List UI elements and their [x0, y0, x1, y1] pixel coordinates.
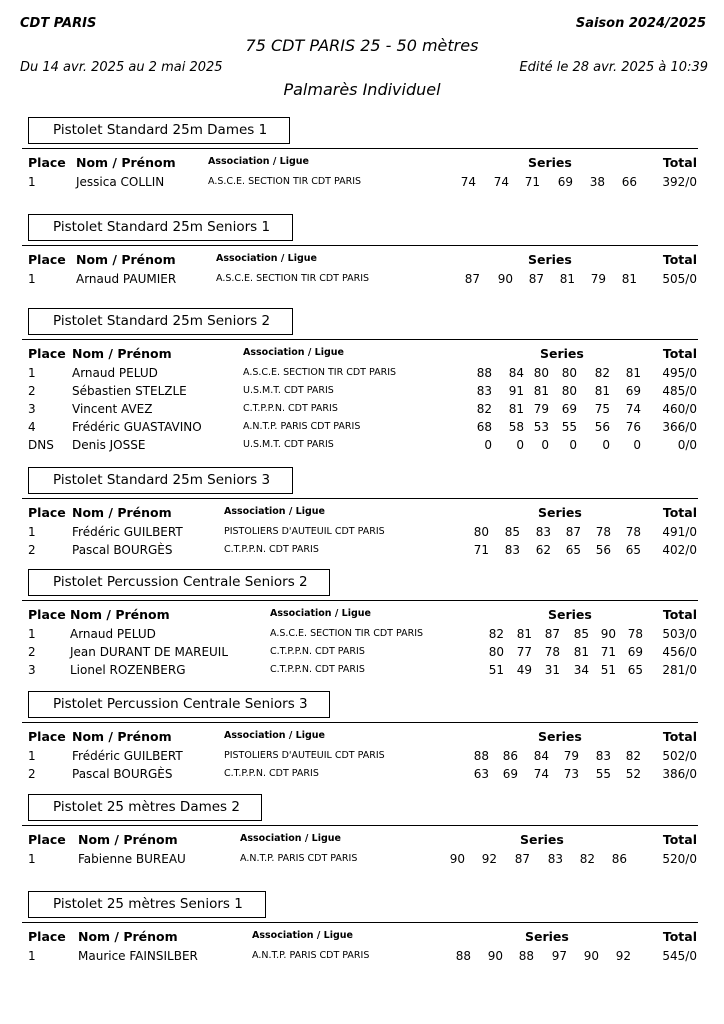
table-row [0, 627, 724, 645]
col-header-name: Nom / Prénom [72, 729, 172, 744]
series-score: 78 [595, 525, 611, 539]
series-score: 0 [541, 438, 549, 452]
table-row [0, 272, 724, 290]
shooter-name: Sébastien STELZLE [72, 384, 187, 398]
shooter-name: Maurice FAINSILBER [78, 949, 198, 963]
total-score: 402/0 [662, 543, 697, 557]
total-score: 386/0 [662, 767, 697, 781]
col-header-place: Place [28, 155, 66, 170]
club-name: U.S.M.T. CDT PARIS [243, 439, 334, 450]
series-score: 75 [594, 402, 610, 416]
event-title: Pistolet Standard 25m Seniors 2 [28, 308, 293, 335]
club-name: A.N.T.P. PARIS CDT PARIS [252, 950, 370, 961]
series-score: 77 [516, 645, 532, 659]
series-score: 0 [569, 438, 577, 452]
series-score: 71 [600, 645, 616, 659]
col-header-place: Place [28, 729, 66, 744]
series-score: 80 [561, 366, 577, 380]
section-divider [22, 245, 698, 246]
rank: 2 [28, 767, 36, 781]
col-header-name: Nom / Prénom [76, 252, 176, 267]
shooter-name: Arnaud PAUMIER [76, 272, 177, 286]
table-row [0, 525, 724, 543]
series-score: 90 [583, 949, 599, 963]
series-score: 74 [533, 767, 549, 781]
series-score: 49 [516, 663, 532, 677]
rank: DNS [28, 438, 54, 452]
rank: 1 [28, 525, 36, 539]
col-header-series: Series [528, 252, 572, 267]
date-range: Du 14 avr. 2025 au 2 mai 2025 [20, 60, 223, 75]
col-header-place: Place [28, 346, 66, 361]
series-score: 81 [516, 627, 532, 641]
total-score: 0/0 [677, 438, 697, 452]
series-score: 58 [508, 420, 524, 434]
series-score: 83 [547, 852, 563, 866]
edition-date: Edité le 28 avr. 2025 à 10:39 [519, 60, 708, 75]
club-name: A.S.C.E. SECTION TIR CDT PARIS [270, 628, 424, 639]
series-score: 74 [460, 175, 476, 189]
series-score: 88 [455, 949, 471, 963]
event-title: Pistolet 25 mètres Dames 2 [28, 794, 262, 821]
series-score: 65 [627, 663, 643, 677]
series-score: 0 [516, 438, 524, 452]
event-title: Pistolet Percussion Centrale Seniors 3 [28, 691, 330, 718]
col-header-name: Nom / Prénom [72, 505, 172, 520]
club-name: A.N.T.P. PARIS CDT PARIS [240, 853, 358, 864]
series-score: 83 [476, 384, 492, 398]
col-header-total: Total [662, 252, 697, 267]
shooter-name: Arnaud PELUD [72, 366, 158, 380]
table-row [0, 420, 724, 438]
club-name: U.S.M.T. CDT PARIS [243, 385, 334, 396]
table-row [0, 384, 724, 402]
series-score: 0 [602, 438, 610, 452]
col-header-total: Total [662, 929, 697, 944]
series-score: 38 [589, 175, 605, 189]
series-score: 87 [544, 627, 560, 641]
series-score: 80 [561, 384, 577, 398]
series-score: 84 [508, 366, 524, 380]
series-score: 83 [595, 749, 611, 763]
shooter-name: Denis JOSSE [72, 438, 146, 452]
org-name: CDT PARIS [20, 16, 97, 31]
series-score: 84 [533, 749, 549, 763]
event-title: Pistolet Standard 25m Seniors 1 [28, 214, 293, 241]
series-score: 78 [627, 627, 643, 641]
series-score: 81 [573, 645, 589, 659]
col-header-series: Series [525, 929, 569, 944]
rank: 2 [28, 384, 36, 398]
shooter-name: Frédéric GUILBERT [72, 525, 183, 539]
series-score: 71 [524, 175, 540, 189]
total-score: 392/0 [662, 175, 697, 189]
col-header-association: Association / Ligue [216, 253, 317, 264]
event-title: Pistolet Standard 25m Seniors 3 [28, 467, 293, 494]
shooter-name: Lionel ROZENBERG [70, 663, 186, 677]
series-score: 83 [535, 525, 551, 539]
col-header-total: Total [662, 607, 697, 622]
section-divider [22, 600, 698, 601]
col-header-series: Series [538, 729, 582, 744]
series-score: 90 [449, 852, 465, 866]
total-score: 503/0 [662, 627, 697, 641]
shooter-name: Pascal BOURGÈS [72, 543, 173, 557]
section-divider [22, 722, 698, 723]
col-header-total: Total [662, 155, 697, 170]
table-row [0, 767, 724, 785]
series-score: 90 [600, 627, 616, 641]
club-name: A.N.T.P. PARIS CDT PARIS [243, 421, 361, 432]
rank: 1 [28, 366, 36, 380]
col-header-place: Place [28, 832, 66, 847]
col-header-association: Association / Ligue [243, 347, 344, 358]
col-header-total: Total [662, 832, 697, 847]
club-name: C.T.P.P.N. CDT PARIS [243, 403, 338, 414]
col-header-association: Association / Ligue [252, 930, 353, 941]
section-divider [22, 148, 698, 149]
series-score: 82 [579, 852, 595, 866]
rank: 1 [28, 749, 36, 763]
series-score: 51 [600, 663, 616, 677]
series-score: 80 [488, 645, 504, 659]
shooter-name: Arnaud PELUD [70, 627, 156, 641]
rank: 1 [28, 175, 36, 189]
series-score: 76 [625, 420, 641, 434]
series-score: 63 [473, 767, 489, 781]
table-row [0, 663, 724, 681]
table-row [0, 949, 724, 967]
series-score: 91 [508, 384, 524, 398]
series-score: 65 [625, 543, 641, 557]
table-row [0, 543, 724, 561]
club-name: C.T.P.P.N. CDT PARIS [270, 646, 365, 657]
series-score: 83 [504, 543, 520, 557]
total-score: 456/0 [662, 645, 697, 659]
col-header-series: Series [538, 505, 582, 520]
series-score: 0 [484, 438, 492, 452]
total-score: 495/0 [662, 366, 697, 380]
table-row [0, 175, 724, 193]
series-score: 69 [502, 767, 518, 781]
table-row [0, 645, 724, 663]
series-score: 52 [625, 767, 641, 781]
series-score: 82 [476, 402, 492, 416]
series-score: 74 [493, 175, 509, 189]
col-header-series: Series [520, 832, 564, 847]
series-score: 34 [573, 663, 589, 677]
shooter-name: Vincent AVEZ [72, 402, 153, 416]
col-header-series: Series [528, 155, 572, 170]
series-score: 88 [518, 949, 534, 963]
series-score: 62 [535, 543, 551, 557]
col-header-association: Association / Ligue [224, 506, 325, 517]
series-score: 92 [615, 949, 631, 963]
section-divider [22, 825, 698, 826]
series-score: 85 [504, 525, 520, 539]
col-header-association: Association / Ligue [208, 156, 309, 167]
club-name: A.S.C.E. SECTION TIR CDT PARIS [243, 367, 397, 378]
series-score: 88 [476, 366, 492, 380]
series-score: 80 [533, 366, 549, 380]
series-score: 97 [551, 949, 567, 963]
series-score: 69 [561, 402, 577, 416]
series-score: 78 [544, 645, 560, 659]
col-header-name: Nom / Prénom [78, 832, 178, 847]
series-score: 56 [595, 543, 611, 557]
section-divider [22, 498, 698, 499]
col-header-association: Association / Ligue [240, 833, 341, 844]
col-header-place: Place [28, 252, 66, 267]
series-score: 81 [559, 272, 575, 286]
series-score: 65 [565, 543, 581, 557]
col-header-name: Nom / Prénom [78, 929, 178, 944]
col-header-place: Place [28, 929, 66, 944]
club-name: PISTOLIERS D'AUTEUIL CDT PARIS [224, 526, 385, 537]
total-score: 545/0 [662, 949, 697, 963]
rank: 1 [28, 627, 36, 641]
table-row [0, 366, 724, 384]
series-score: 80 [473, 525, 489, 539]
rank: 3 [28, 663, 36, 677]
series-score: 55 [595, 767, 611, 781]
section-divider [22, 339, 698, 340]
club-name: C.T.P.P.N. CDT PARIS [224, 544, 319, 555]
shooter-name: Jean DURANT DE MAREUIL [70, 645, 229, 659]
series-score: 81 [508, 402, 524, 416]
rank: 4 [28, 420, 36, 434]
shooter-name: Pascal BOURGÈS [72, 767, 173, 781]
shooter-name: Frédéric GUASTAVINO [72, 420, 202, 434]
series-score: 56 [594, 420, 610, 434]
col-header-series: Series [540, 346, 584, 361]
series-score: 79 [590, 272, 606, 286]
total-score: 520/0 [662, 852, 697, 866]
col-header-place: Place [28, 505, 66, 520]
total-score: 281/0 [662, 663, 697, 677]
col-header-total: Total [662, 505, 697, 520]
table-row [0, 438, 724, 456]
season-label: Saison 2024/2025 [575, 16, 706, 31]
series-score: 81 [594, 384, 610, 398]
series-score: 53 [533, 420, 549, 434]
series-score: 81 [621, 272, 637, 286]
total-score: 366/0 [662, 420, 697, 434]
total-score: 491/0 [662, 525, 697, 539]
rank: 1 [28, 852, 36, 866]
event-title: Pistolet Standard 25m Dames 1 [28, 117, 290, 144]
total-score: 460/0 [662, 402, 697, 416]
col-header-name: Nom / Prénom [76, 155, 176, 170]
col-header-total: Total [662, 346, 697, 361]
total-score: 485/0 [662, 384, 697, 398]
series-score: 0 [633, 438, 641, 452]
total-score: 502/0 [662, 749, 697, 763]
series-score: 87 [528, 272, 544, 286]
total-score: 505/0 [662, 272, 697, 286]
series-score: 82 [625, 749, 641, 763]
report-subtitle: Palmarès Individuel [283, 80, 441, 99]
series-score: 85 [573, 627, 589, 641]
shooter-name: Frédéric GUILBERT [72, 749, 183, 763]
col-header-name: Nom / Prénom [72, 346, 172, 361]
col-header-total: Total [662, 729, 697, 744]
club-name: PISTOLIERS D'AUTEUIL CDT PARIS [224, 750, 385, 761]
series-score: 51 [488, 663, 504, 677]
rank: 2 [28, 645, 36, 659]
shooter-name: Fabienne BUREAU [78, 852, 186, 866]
table-row [0, 852, 724, 870]
series-score: 92 [481, 852, 497, 866]
club-name: C.T.P.P.N. CDT PARIS [224, 768, 319, 779]
series-score: 73 [563, 767, 579, 781]
series-score: 74 [625, 402, 641, 416]
series-score: 86 [502, 749, 518, 763]
series-score: 69 [627, 645, 643, 659]
shooter-name: Jessica COLLIN [76, 175, 165, 189]
rank: 1 [28, 272, 36, 286]
series-score: 87 [514, 852, 530, 866]
table-row [0, 749, 724, 767]
table-row [0, 402, 724, 420]
series-score: 69 [557, 175, 573, 189]
col-header-association: Association / Ligue [224, 730, 325, 741]
col-header-name: Nom / Prénom [70, 607, 170, 622]
col-header-association: Association / Ligue [270, 608, 371, 619]
club-name: C.T.P.P.N. CDT PARIS [270, 664, 365, 675]
series-score: 90 [487, 949, 503, 963]
series-score: 69 [625, 384, 641, 398]
col-header-series: Series [548, 607, 592, 622]
rank: 3 [28, 402, 36, 416]
rank: 2 [28, 543, 36, 557]
col-header-place: Place [28, 607, 66, 622]
event-title: Pistolet 25 mètres Seniors 1 [28, 891, 266, 918]
series-score: 90 [497, 272, 513, 286]
section-divider [22, 922, 698, 923]
series-score: 71 [473, 543, 489, 557]
club-name: A.S.C.E. SECTION TIR CDT PARIS [208, 176, 362, 187]
series-score: 78 [625, 525, 641, 539]
series-score: 68 [476, 420, 492, 434]
event-title: Pistolet Percussion Centrale Seniors 2 [28, 569, 330, 596]
series-score: 82 [594, 366, 610, 380]
series-score: 87 [464, 272, 480, 286]
series-score: 88 [473, 749, 489, 763]
series-score: 87 [565, 525, 581, 539]
series-score: 81 [625, 366, 641, 380]
series-score: 82 [488, 627, 504, 641]
series-score: 66 [621, 175, 637, 189]
club-name: A.S.C.E. SECTION TIR CDT PARIS [216, 273, 370, 284]
series-score: 81 [533, 384, 549, 398]
series-score: 55 [561, 420, 577, 434]
series-score: 86 [611, 852, 627, 866]
series-score: 31 [544, 663, 560, 677]
series-score: 79 [563, 749, 579, 763]
competition-title: 75 CDT PARIS 25 - 50 mètres [245, 36, 479, 55]
series-score: 79 [533, 402, 549, 416]
rank: 1 [28, 949, 36, 963]
